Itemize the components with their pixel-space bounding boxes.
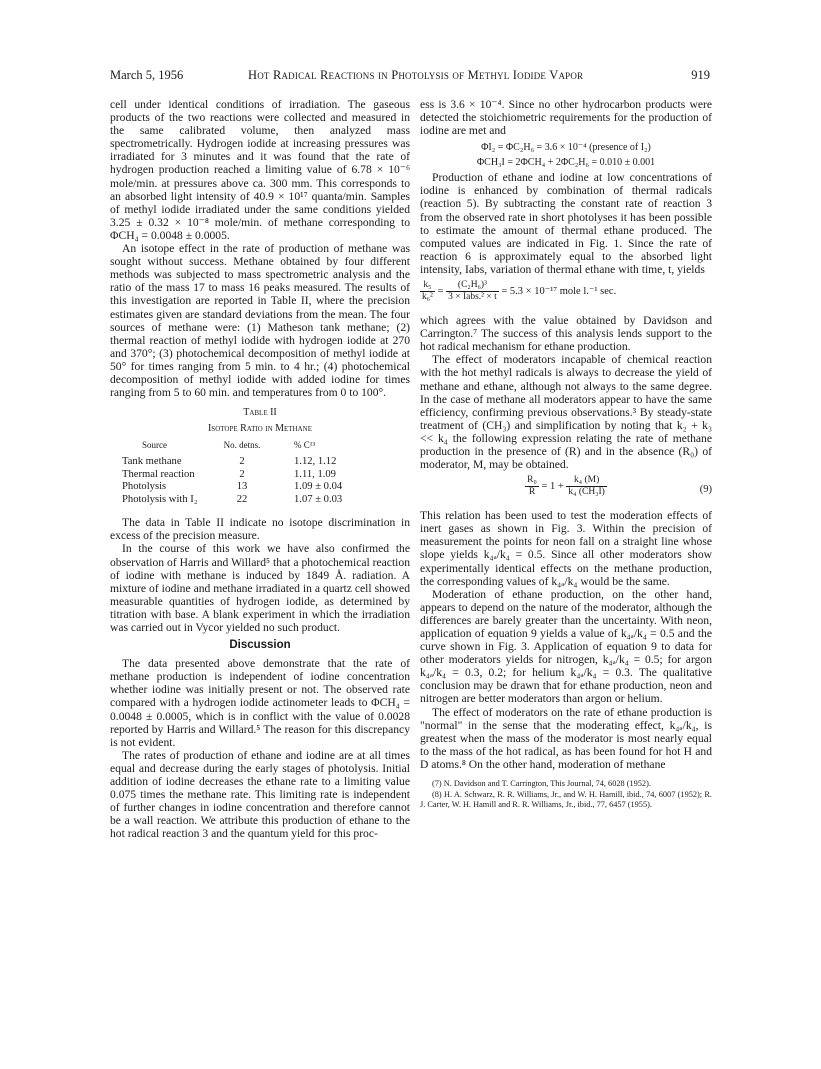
table-cell: 1.12, 1.12 — [294, 456, 337, 468]
numerator: k₄ (M) — [566, 475, 606, 487]
table-cell: 2 — [239, 468, 245, 480]
fraction — [420, 280, 435, 303]
paragraph: This relation has been used to test the moderation effects of inert gases as shown in Fig. 3. Within the precision of measurement the points for neon fall on a straight line whose slope yields k₄ₐ/k₄ = 0.5. Since all other moderators show experimentally identical effects on the methane production, the corresponding values of k₄ₐ/k₄ would be the same. — [420, 509, 712, 588]
table-row — [122, 481, 384, 494]
equation: ΦI₂ = ΦC₂H₆ = 3.6 × 10⁻⁴ (presence of I₂) — [481, 142, 651, 154]
fraction — [446, 280, 499, 303]
section-heading: Discussion — [229, 639, 291, 652]
denominator: k₆² — [422, 292, 433, 303]
table-cell: Photolysis — [122, 481, 167, 493]
numerator: R₀ — [527, 475, 537, 486]
paragraph: The rates of production of ethane and iodine are at all times equal and decrease during the early stages of photolysis. Initial addition of iodine decreases the ethane rate to a limiting value 0.075 times the methane rate. This limiting rate is independent of further changes in iodine concentration and therefore cannot be a wall reaction. We attribute this production of ethane to the hot radical reaction 3 and the quantum yield for this proc- — [110, 748, 410, 841]
right-column — [420, 98, 712, 811]
paragraph: which agrees with the value obtained by Davidson and Carrington.⁷ The success of this analysis lends support to the hot radical mechanism for ethane production. — [420, 314, 712, 354]
page-number: 919 — [691, 68, 710, 82]
paragraph: The data in Table II indicate no isotope discrimination in excess of the precision measure. — [110, 516, 410, 543]
left-column — [110, 98, 410, 841]
paragraph: An isotope effect in the rate of production of methane was sought without success. Methane obtained by four different methods was subjected to mass spectrometric analysis and the ratio of the mass 17 to mass 16 peaks measured. The results of this investigation are reported in Table II, where the precision estimates given are standard deviations from the mean. The four sources of methane were: (1) Matheson tank methane; (2) thermal reaction of methyl iodide with hydrogen iodide at 270 and 370°; (3) photochemical decomposition of methyl iodide at 50° for times ranging from 5 min. to 4 hr.; (4) photochemical decomposition of methyl iodide with added iodine for times ranging from 5 to 60 min. and temperatures from 0 to 100°. — [110, 242, 410, 400]
column-header: No. detns. — [223, 440, 261, 451]
paragraph: cell under identical conditions of irradiation. The gaseous products of the two reactions were collected and measured in the same calibrated volume, then analyzed mass spectrometrically. Hydrogen iodide at increasing pressures was irradiated for 3 minutes and it was found that the rate of hydrogen production reached a limiting value of 6.78 × 10⁻⁶ mole/min. at pressures above ca. 300 mm. This corresponds to an absorbed light intensity of 40.9 × 10¹⁷ quanta/min. Samples of methyl iodide irradiated under the same conditions yielded 3.25 ± 0.32 × 10⁻⁸ mole/min. of methane corresponding to ΦCH₄ = 0.0048 ± 0.0005. — [110, 98, 410, 242]
footnotes — [420, 779, 712, 811]
table-row — [122, 469, 384, 482]
equation-number: (9) — [699, 484, 712, 496]
table-cell: 2 — [239, 456, 245, 468]
footnote: (8) H. A. Schwarz, R. R. Williams, Jr., and W. H. Hamill, ibid., 74, 6007 (1952); R. J. Carter, W. H. Hamill and R. R. Williams, Jr., ibid., 77, 6457 (1955). — [420, 789, 712, 810]
table-cell: Thermal reaction — [122, 468, 195, 480]
column-header: % C¹³ — [294, 440, 316, 451]
numerator: k₅ — [420, 280, 435, 292]
table-caption: Table II — [243, 407, 277, 419]
paragraph: The effect of moderators incapable of chemical reaction with the hot methyl radicals is always to decrease the yield of methane and ethane, although not always to the same degree. In the case of methane all moderators appear to have the same efficiency, confirming previous observations.³ By steady-state treatment of (CH₃) and simplification by noting that k₂ + k₃ << k₄ the following expression relating the rate of methane production in the presence of (R) and in the absence (R₀) of moderator, M, may be obtained. — [420, 353, 712, 472]
running-header — [110, 68, 710, 84]
paragraph: ess is 3.6 × 10⁻⁴. Since no other hydrocarbon products were detected the stoichiometric requirements for the production of iodine are met and — [420, 98, 712, 138]
issue-date: March 5, 1956 — [110, 68, 184, 82]
paragraph: The effect of moderators on the rate of ethane production is "normal" in the sense that the moderating effect, k₄ₐ/k₄, is greatest when the mass of the moderator is most nearly equal to the mass of the hot radical, as has been found for hot H and D atoms.⁸ On the other hand, moderation of methane — [420, 705, 712, 771]
table-row — [122, 456, 384, 469]
isotope-table — [122, 439, 384, 506]
fraction — [525, 475, 539, 498]
paragraph: Moderation of ethane production, on the other hand, appears to depend on the nature of the moderator, although the differences are barely greater than the uncertainty. With neon, application of equation 9 yields a value of k₄ₐ/k₄ = 0.5 and the curve shown in Fig. 3. Application of equation 9 to data for other moderators yields for nitrogen, k₄ₐ/k₄ = 0.5; for argon k₄ₐ/k₄ = 0.3, 0.2; for helium k₄ₐ/k₄ = 0.3. The qualitative conclusion may be drawn that for ethane production, neon and nitrogen are better moderators than argon or helium. — [420, 587, 712, 706]
table-cell: 1.09 ± 0.04 — [294, 481, 343, 493]
table-cell: 1.07 ± 0.03 — [294, 493, 343, 505]
fraction — [566, 475, 606, 498]
table-row — [122, 494, 384, 507]
equation: ΦCH₃I = 2ΦCH₄ + 2ΦC₂H₆ = 0.010 ± 0.001 — [476, 157, 656, 169]
numerator: (C₂H₆)³ — [446, 280, 499, 292]
footnote: (7) N. Davidson and T. Carrington, This Journal, 74, 6028 (1952). — [432, 779, 651, 789]
equation-operator: = 1 + — [541, 481, 564, 493]
paragraph: The data presented above demonstrate that the rate of methane production is independent of iodine concentration whether iodine was initially present or not. The observed rate compared with a hydrogen iodide actinometer leads to ΦCH₄ = 0.0048 ± 0.0005, which is in conflict with the value of 0.0028 reported by Harris and Willard.⁵ The reason for this discrepancy is not evident. — [110, 657, 410, 749]
table-cell: 22 — [236, 493, 248, 505]
rate-constant-equation: $\frac{\text{k₅}}{\text{k₆²}}$ = $\frac{\text{(C₂H₆)³}}{\text{3 × Iabs.² × t}}$ = 5.3 × 10⁻¹⁷ mole l.⁻¹ sec. — [422, 280, 617, 303]
running-title: Hot Radical Reactions in Photolysis of Methyl Iodide Vapor — [248, 68, 584, 82]
denominator: R — [528, 487, 536, 498]
table-cell: 1.11, 1.09 — [294, 468, 336, 480]
denominator: k₄ (CH₃I) — [568, 487, 605, 498]
denominator: 3 × Iabs.² × t — [448, 292, 497, 303]
paragraph: Production of ethane and iodine at low concentrations of iodine is enhanced by combination of thermal radicals (reaction 5). By subtracting the constant rate of reaction 3 from the observed rate in short photolyses it has been possible to estimate the amount of thermal ethane produced. The computed values are indicated in Fig. 1. Since the rate of reaction 6 is approximately equal to the absorbed light intensity, Iabs, variation of thermal ethane with time, t, yields — [420, 171, 712, 276]
table-title: Isotope Ratio in Methane — [207, 423, 313, 435]
table-header-row — [122, 439, 384, 456]
table-cell: 13 — [236, 481, 248, 493]
paragraph: In the course of this work we have also confirmed the observation of Harris and Willard⁵ that a photochemical reaction of iodine with methane is induced by 1849 Å. radiation. A mixture of iodine and methane irradiated in a quartz cell showed measurable quantities of hydrogen iodide, as determined by titration with base. A blank experiment in which the irradiation was carried out in Vycor yielded no such product. — [110, 542, 410, 634]
equation-value: = 5.3 × 10⁻¹⁷ mole l.⁻¹ sec. — [501, 285, 617, 297]
column-header: Source — [142, 440, 167, 451]
table-cell: Photolysis with I₂ — [122, 493, 198, 505]
table-cell: Tank methane — [122, 456, 182, 468]
equation-9 — [420, 475, 712, 505]
